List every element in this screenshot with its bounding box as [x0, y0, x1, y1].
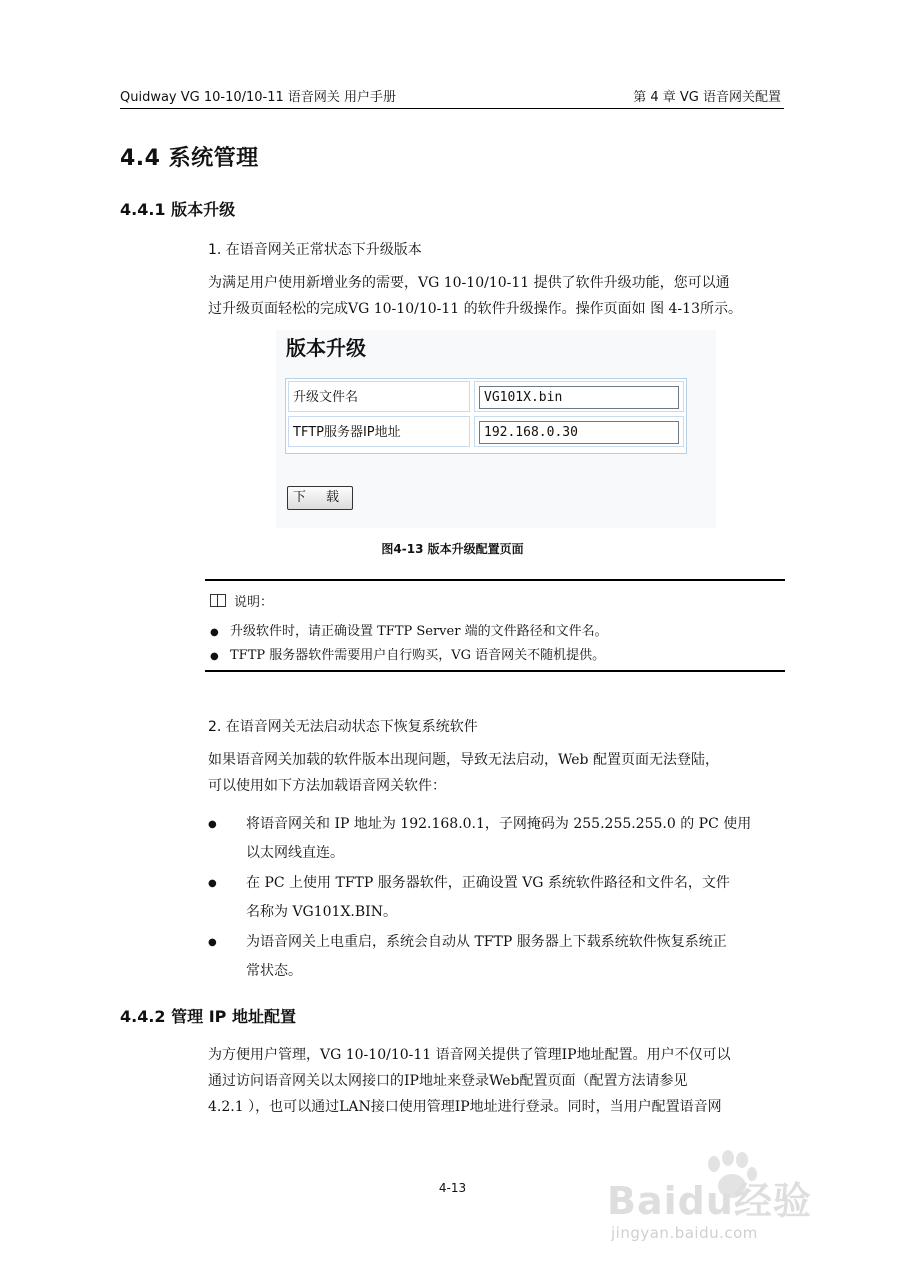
note-heading — [210, 591, 273, 610]
form-row-tftp-ip — [288, 416, 684, 449]
paragraph-line: 通过访问语音网关以太网接口的IP地址来登录Web配置页面（配置方法请参见 — [208, 1073, 688, 1089]
note-top-rule — [205, 579, 785, 581]
list-item — [208, 928, 784, 986]
watermark-brand: Baidu经验 — [607, 1179, 812, 1223]
bullet-icon: ● — [208, 819, 217, 830]
upgrade-form-table — [285, 378, 687, 454]
paragraph-line: 4.2.1 ），也可以通过LAN接口使用管理IP地址进行登录。同时，当用户配置语音网 — [208, 1099, 722, 1115]
subsection-title-mgmt-ip: 4.4.2 管理 IP 地址配置 — [120, 1007, 296, 1026]
list-item — [208, 869, 784, 927]
list-item-line: 名称为 VG101X.BIN。 — [246, 904, 397, 920]
figure-title: 版本升级 — [286, 336, 366, 360]
bullet-icon: ● — [210, 651, 219, 662]
bullet-icon: ● — [208, 878, 217, 889]
filename-cell — [474, 381, 684, 412]
note-item-text: 升级软件时，请正确设置 TFTP Server 端的文件路径和文件名。 — [230, 624, 608, 639]
section-title: 4.4 系统管理 — [120, 146, 259, 171]
running-header-left: Quidway VG 10-10/10-11 语音网关 用户手册 — [120, 90, 397, 105]
step1-paragraph — [208, 270, 784, 322]
note-heading-label: 说明： — [234, 595, 274, 610]
paragraph-line: 为满足用户使用新增业务的需要，VG 10-10/10-11 提供了软件升级功能，您可以通 — [208, 275, 730, 291]
list-item-line: 为语音网关上电重启，系统会自动从 TFTP 服务器上下载系统软件恢复系统正 — [246, 934, 727, 950]
header-divider — [120, 108, 784, 109]
book-icon — [210, 594, 226, 607]
paragraph-line: 可以使用如下方法加载语音网关软件： — [208, 778, 446, 794]
list-item-line: 以太网线直连。 — [246, 845, 344, 861]
tftp-ip-input[interactable]: 192.168.0.30 — [479, 421, 679, 444]
filename-input[interactable]: VG101X.bin — [479, 386, 679, 409]
list-item-line: 在 PC 上使用 TFTP 服务器软件，正确设置 VG 系统软件路径和文件名，文件 — [246, 875, 730, 891]
list-item — [208, 810, 784, 868]
mgmt-ip-paragraph — [208, 1042, 784, 1120]
tftp-ip-cell — [474, 416, 684, 447]
list-item-line: 将语音网关和 IP 地址为 192.168.0.1，子网掩码为 255.255.255.0 的 PC 使用 — [246, 816, 752, 832]
step2-title: 2. 在语音网关无法启动状态下恢复系统软件 — [208, 719, 478, 735]
paragraph-line: 过升级页面轻松的完成VG 10-10/10-11 的软件升级操作。操作页面如 图 4-13所示。 — [208, 301, 742, 317]
step1-title: 1. 在语音网关正常状态下升级版本 — [208, 242, 422, 258]
note-item-text: TFTP 服务器软件需要用户自行购买，VG 语音网关不随机提供。 — [230, 648, 606, 663]
filename-label: 升级文件名 — [288, 381, 470, 412]
baidu-watermark — [605, 1150, 845, 1270]
note-bottom-rule — [205, 670, 785, 672]
bullet-icon: ● — [210, 627, 219, 638]
download-button[interactable]: 下 载 — [287, 486, 353, 510]
form-row-filename — [288, 381, 684, 414]
list-item-line: 常状态。 — [246, 963, 302, 979]
tftp-ip-label: TFTP服务器IP地址 — [288, 416, 470, 447]
step2-paragraph — [208, 747, 784, 799]
note-item — [210, 620, 608, 639]
paragraph-line: 如果语音网关加载的软件版本出现问题，导致无法启动，Web 配置页面无法登陆， — [208, 752, 719, 768]
page-number: 4-13 — [438, 1181, 467, 1195]
watermark-url: jingyan.baidu.com — [611, 1224, 758, 1242]
subsection-title-upgrade: 4.4.1 版本升级 — [120, 200, 236, 219]
bullet-icon: ● — [208, 937, 217, 948]
running-header-right: 第 4 章 VG 语音网关配置 — [633, 90, 781, 105]
paragraph-line: 为方便用户管理，VG 10-10/10-11 语音网关提供了管理IP地址配置。用户不仅可以 — [208, 1047, 731, 1063]
figure-caption: 图4-13 版本升级配置页面 — [381, 542, 524, 556]
note-item — [210, 644, 605, 663]
